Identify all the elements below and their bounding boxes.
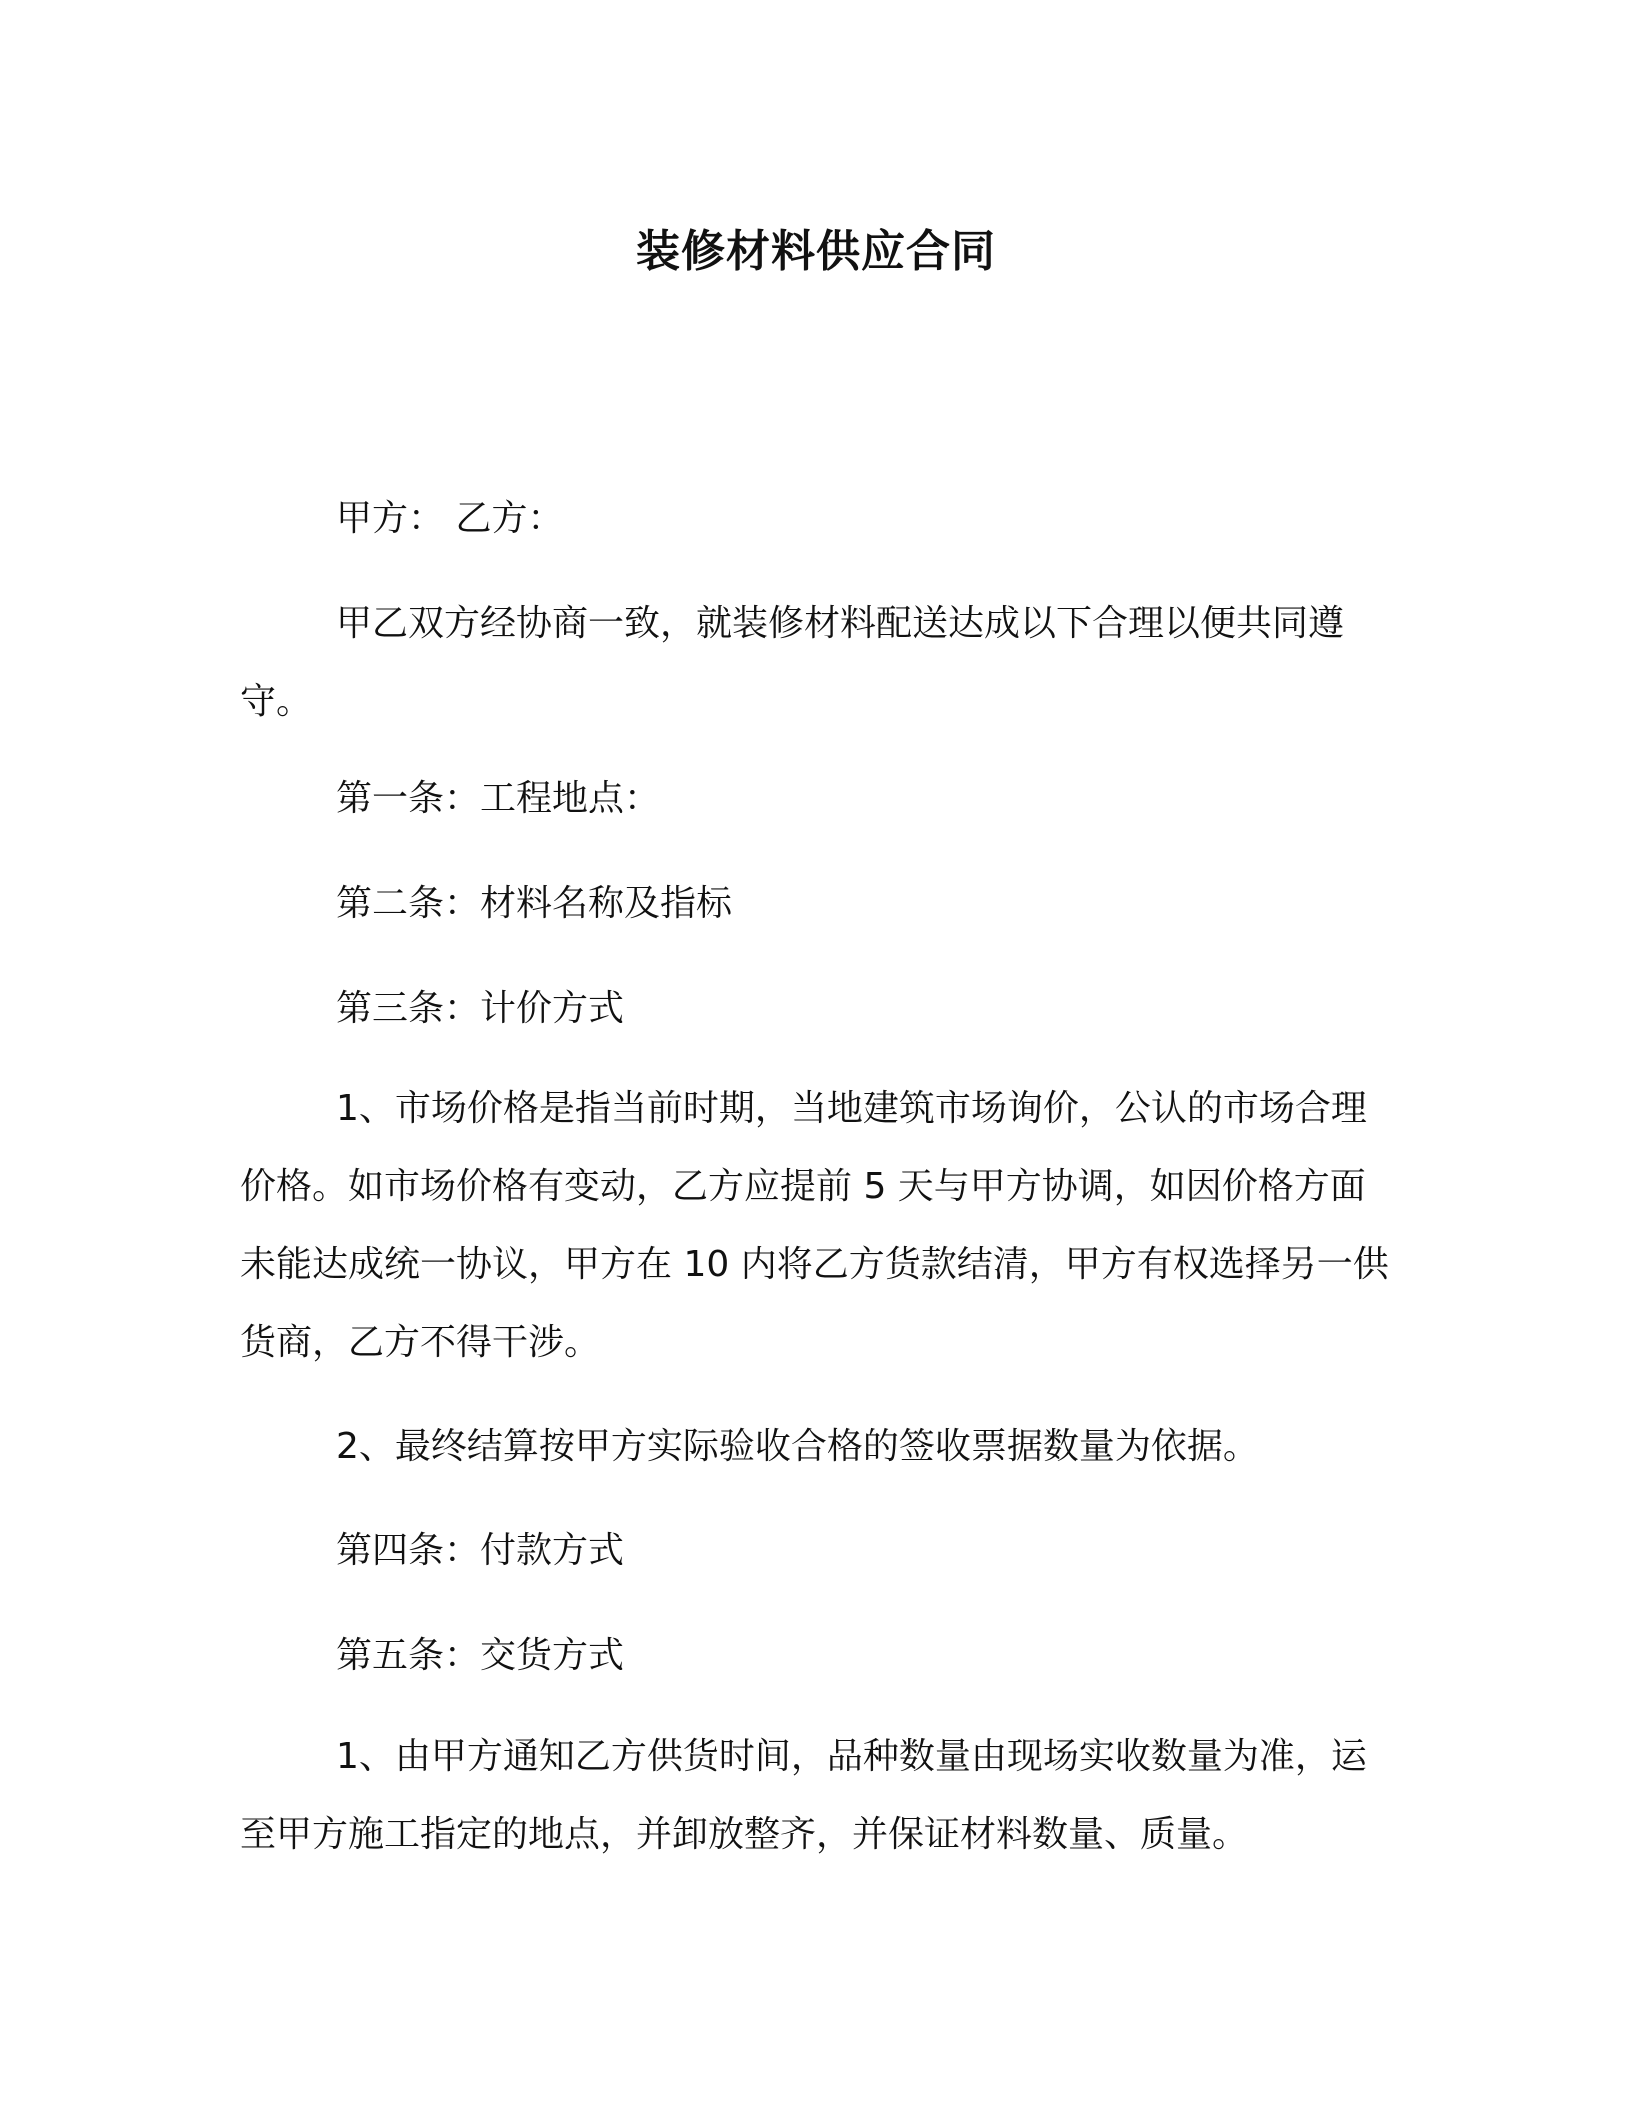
paragraph-parties: 甲方： 乙方： xyxy=(336,498,564,539)
paragraph-article-1: 第一条：工程地点： xyxy=(336,778,661,819)
paragraph-article-5: 第五条：交货方式 xyxy=(336,1635,625,1676)
paragraph-pricing-item-1: 1、市场价格是指当前时期，当地建筑市场询价，公认的市场合理价格。如市场价格有变动，乙方应提前 5 天与甲方协调，如因价格方面未能达成统一协议，甲方在 10 内将乙方货款结清，甲方有权选择另一供货商，乙方不得干涉。 xyxy=(240,1088,1389,1363)
document-title: 装修材料供应合同 xyxy=(636,226,996,277)
paragraph-pricing-item-2: 2、最终结算按甲方实际验收合格的签收票据数量为依据。 xyxy=(336,1426,1259,1467)
paragraph-article-2: 第二条：材料名称及指标 xyxy=(336,883,733,924)
paragraph-article-3: 第三条：计价方式 xyxy=(336,988,625,1029)
paragraph-article-4: 第四条：付款方式 xyxy=(336,1530,625,1571)
paragraph-delivery-item-1: 1、由甲方通知乙方供货时间，品种数量由现场实收数量为准，运至甲方施工指定的地点，并卸放整齐，并保证材料数量、质量。 xyxy=(240,1736,1367,1855)
paragraph-agreement: 甲乙双方经协商一致，就装修材料配送达成以下合理以便共同遵守。 xyxy=(240,603,1345,722)
